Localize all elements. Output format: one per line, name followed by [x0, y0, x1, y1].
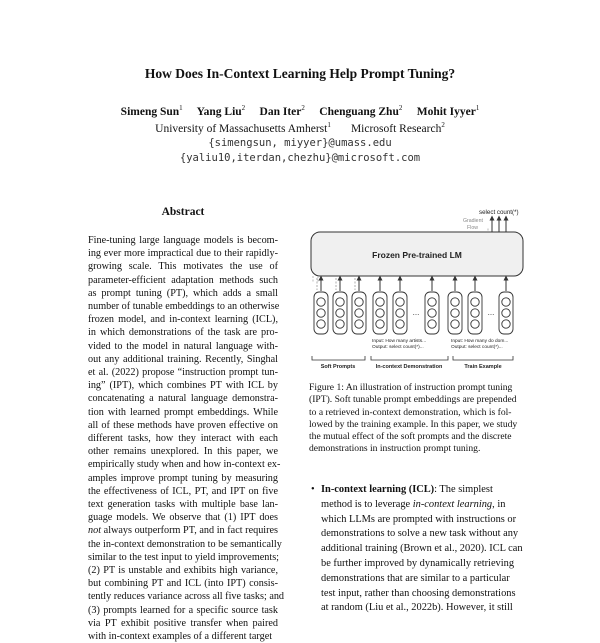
embedding-unit: [502, 309, 510, 317]
output-label: select count(*): [479, 209, 519, 216]
demo-group-label: In-context Demonstration: [375, 364, 443, 370]
abstract-line: the in-context demonstration to be semantically: [88, 538, 282, 550]
author: Mohit Iyyer$^1$: [416, 104, 480, 118]
abstract-line: concatenating a natural language demonstra-: [88, 393, 278, 405]
demo-example-text: Output: select count(*)...: [372, 345, 424, 350]
caption-line: demonstrations in instruction prompt tuning.: [309, 443, 481, 455]
figure-1: [303, 200, 538, 375]
abstract-line: via PT exhibit positive transfer when paired: [88, 617, 278, 629]
abstract-line: ing” (IPT), which combines PT with ICL by: [88, 380, 278, 392]
bullet-line: demonstrations that are similar to a particular: [321, 572, 510, 584]
embedding-unit: [355, 309, 363, 317]
abstract-line: ing ever more impractical due to their rapidly-: [88, 248, 278, 260]
author: Simeng Sun$^1$: [120, 104, 183, 118]
embedding-unit: [428, 320, 436, 328]
email-line: {simengsun, miyyer}@umass.edu: [208, 137, 392, 149]
abstract-line: parameter-efficient adaptation methods such: [88, 274, 278, 286]
caption-line: Figure 1: An illustration of instruction prompt tuning: [309, 382, 513, 393]
embedding-unit: [396, 298, 404, 306]
abstract-line: out any additional training. Recently, Singhal: [88, 353, 278, 365]
bullet-dot-icon: •: [311, 484, 315, 495]
abstract-line: guage models. We observe that (1) IPT does: [88, 512, 278, 524]
embedding-unit: [355, 298, 363, 306]
bullet-line: method is to leverage in-context learning, in: [321, 498, 506, 510]
abstract-heading: Abstract: [161, 206, 205, 218]
bullet-line: additional training (Brown et al., 2020). ICL can: [321, 543, 523, 555]
email-line: {yaliu10,iterdan,chezhu}@microsoft.com: [179, 152, 421, 164]
embedding-unit: [317, 309, 325, 317]
caption-line: lowed by the training example. In this paper, we study: [309, 418, 518, 430]
abstract-line: tently reduces variance across all five tasks; and: [88, 591, 285, 603]
ellipsis-icon: ...: [487, 308, 495, 317]
train-example-text: Output: select count(*)...: [451, 345, 503, 350]
abstract-line: similar to the test input to yield improvements;: [88, 551, 279, 563]
embedding-unit: [428, 298, 436, 306]
affiliation: University of Massachusetts Amherst$^1$: [155, 121, 331, 135]
bullet-line: test input, rather than choosing demonstrations: [321, 587, 516, 599]
abstract-line: in which demonstrations of the task are pro-: [88, 327, 278, 339]
abstract-line: (3) prompts learned for a specific source task: [88, 604, 278, 616]
bullet-line: In-context learning (ICL): The simplest: [321, 484, 493, 495]
abstract-line: et al. (2022) propose “instruction prompt tun-: [88, 367, 278, 379]
embedding-unit: [451, 320, 459, 328]
abstract-line: all of these methods have proven effective on: [88, 419, 278, 431]
embedding-unit: [376, 320, 384, 328]
abstract-line: as prompt tuning (PT), which adds a small: [88, 287, 278, 299]
abstract-line: vided to the model in natural language with-: [88, 340, 278, 352]
embedding-unit: [451, 309, 459, 317]
abstract-body: [88, 234, 285, 643]
gradient-flow-label: Gradient: [463, 218, 483, 224]
embedding-unit: [471, 309, 479, 317]
embedding-unit: [336, 320, 344, 328]
bullet-line: be further improved by dynamically retrieving: [321, 557, 515, 569]
abstract-line: empirically study when and how in-context ex-: [88, 459, 281, 471]
embedding-unit: [502, 320, 510, 328]
embedding-unit: [336, 298, 344, 306]
embedding-unit: [471, 320, 479, 328]
abstract-line: (2) PT is unstable and exhibits high variance,: [88, 565, 278, 577]
embedding-unit: [376, 298, 384, 306]
embedding-unit: [471, 298, 479, 306]
abstract-line: frozen model, and in-context learning (ICL),: [88, 314, 278, 326]
soft-prompts-label: Soft Prompts: [320, 364, 356, 370]
caption-line: to a retrieved in-context demonstration, which is fol-: [309, 406, 512, 418]
abstract-line: growing scale. This motivates the use of: [88, 261, 278, 273]
author-list: [0, 104, 600, 118]
figure-caption: [309, 382, 531, 456]
caption-line: (IPT). Soft tunable prompt embeddings are prepended: [309, 394, 517, 406]
author: Dan Iter$^2$: [259, 104, 305, 118]
affiliation: Microsoft Research$^2$: [350, 121, 445, 135]
bullet-text: [321, 483, 531, 616]
bullet-line: which LLMs are prompted with instructions or: [321, 513, 517, 525]
paper-title: How Does In-Context Learning Help Prompt Tuning?: [144, 66, 456, 81]
author: Yang Liu$^2$: [196, 104, 246, 118]
embedding-unit: [451, 298, 459, 306]
ellipsis-icon: ...: [412, 308, 420, 317]
bullet-line: at random (Liu et al., 2022b). However, it still: [321, 602, 513, 614]
embedding-unit: [396, 320, 404, 328]
bullet-line: demonstrations to solve a new task without any: [321, 528, 519, 540]
lm-label: Frozen Pre-trained LM: [372, 250, 462, 260]
train-example-text: Input: How many do dom...: [451, 339, 509, 344]
abstract-line: tion with learned prompt embeddings. While: [88, 406, 278, 418]
author: Chenguang Zhu$^2$: [319, 104, 403, 118]
abstract-line: text generation tasks with multiple base lan-: [88, 499, 278, 511]
abstract-line: with in-context examples of a different target: [88, 631, 273, 643]
abstract-line: not always outperform PT, and in fact requires: [88, 525, 278, 537]
embedding-unit: [428, 309, 436, 317]
embedding-unit: [396, 309, 404, 317]
train-example-label: Train Example: [464, 364, 502, 370]
embedding-unit: [317, 298, 325, 306]
caption-line: the mutual effect of the soft prompts and the discrete: [309, 431, 512, 443]
abstract-line: other remains unexplored. In this paper, we: [88, 446, 278, 458]
abstract-line: Fine-tuning large language models is becom-: [88, 235, 278, 246]
abstract-line: amples improve prompt tuning by measuring: [88, 472, 278, 484]
demo-example-text: Input: How many artists...: [372, 339, 427, 344]
embedding-unit: [502, 298, 510, 306]
embedding-unit: [336, 309, 344, 317]
embedding-unit: [355, 320, 363, 328]
gradient-flow-label: Flow: [467, 225, 478, 231]
abstract-line: different tasks, how they interact with each: [88, 433, 278, 445]
embedding-unit: [376, 309, 384, 317]
affiliations: [0, 121, 600, 135]
abstract-line: but combining PT and ICL (into IPT) consis-: [88, 578, 278, 590]
abstract-line: number of tunable embeddings to an otherwise: [88, 301, 280, 313]
abstract-line: the effectiveness of ICL, PT, and IPT on five: [88, 485, 278, 497]
embedding-unit: [317, 320, 325, 328]
